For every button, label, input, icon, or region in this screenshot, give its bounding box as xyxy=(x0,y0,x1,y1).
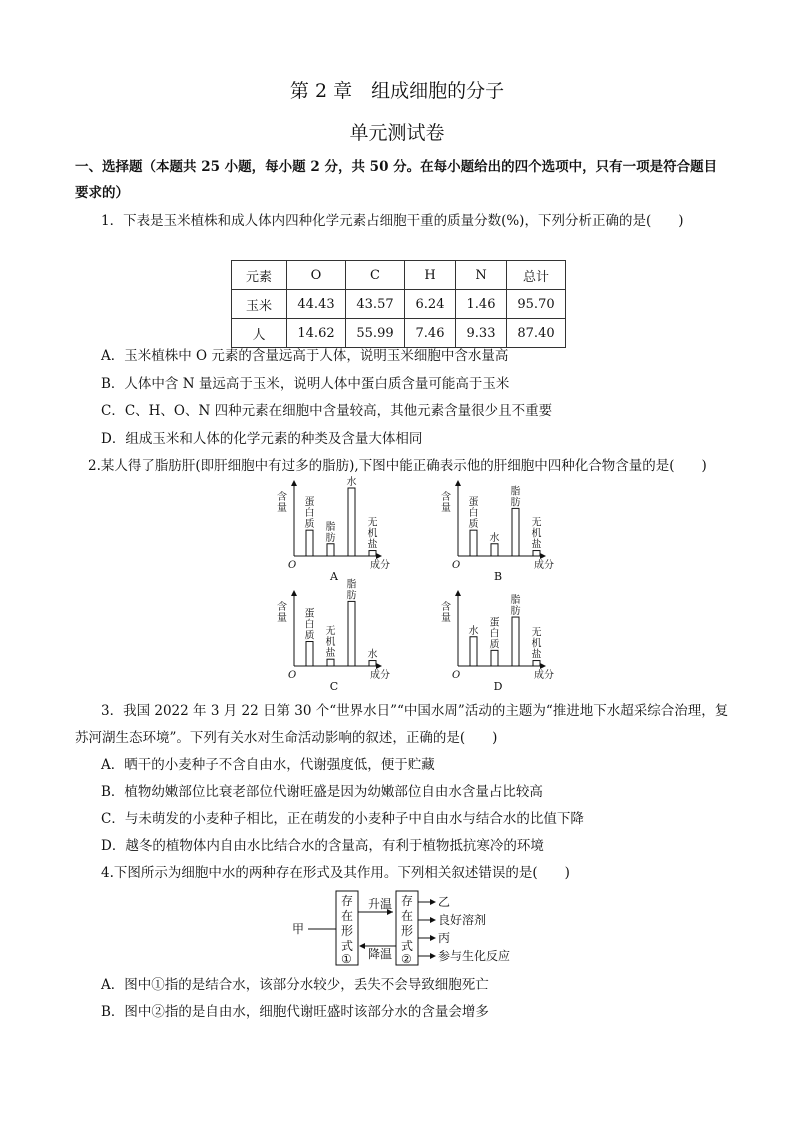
bar-label: 蛋白质 xyxy=(304,608,315,642)
bar-label: 蛋白质 xyxy=(489,617,500,651)
box1-char: ① xyxy=(341,952,352,966)
bar xyxy=(491,650,498,666)
label-jia: 甲 xyxy=(292,922,305,936)
table-cell: 总计 xyxy=(507,261,566,290)
x-axis-label: 成分 xyxy=(534,670,554,681)
x-axis-arrow xyxy=(540,553,546,559)
y-axis-label: 含量 xyxy=(441,492,451,514)
x-axis-label: 成分 xyxy=(534,560,554,571)
table-cell: 人 xyxy=(232,319,287,348)
table-header-row xyxy=(232,261,566,290)
origin-label: O xyxy=(452,560,461,571)
table-cell: 55.99 xyxy=(346,319,405,348)
box2-char: 存 xyxy=(401,894,414,908)
output-bing: 丙 xyxy=(438,931,451,945)
bar xyxy=(512,508,519,556)
y-axis-label: 含量 xyxy=(277,602,287,624)
bar-label: 水 xyxy=(468,625,479,637)
table-cell: 1.46 xyxy=(456,290,507,319)
box2-char: ② xyxy=(401,952,412,966)
q2-chart-d xyxy=(432,588,562,698)
bar xyxy=(348,601,355,666)
bar-label: 蛋白质 xyxy=(468,497,479,531)
bar xyxy=(491,544,498,556)
origin-label: O xyxy=(452,670,461,681)
box2-char: 在 xyxy=(401,909,414,923)
bar xyxy=(533,551,540,556)
q4-water-form-diagram xyxy=(290,888,540,970)
box1-char: 式 xyxy=(341,939,354,953)
x-axis-arrow xyxy=(376,553,382,559)
bar-label: 脂肪 xyxy=(510,486,521,509)
output-yi: 乙 xyxy=(438,895,451,909)
origin-label: O xyxy=(288,560,297,571)
table-cell: 87.40 xyxy=(507,319,566,348)
table-row xyxy=(232,290,566,319)
bar xyxy=(369,661,376,666)
x-axis-label: 成分 xyxy=(370,670,390,681)
bar-label: 脂肪 xyxy=(510,595,521,618)
y-axis-arrow xyxy=(455,480,461,486)
q3-stem-line1: 3．我国 2022 年 3 月 22 日第 30 个“世界水日”“中国水周”活动的主题为“推进地下水超采综合治理，复 xyxy=(101,703,729,719)
bar xyxy=(306,642,313,666)
table-cell: 7.46 xyxy=(405,319,456,348)
q3-option-a: A．晒干的小麦种子不含自由水，代谢强度低，便于贮藏 xyxy=(101,757,435,773)
q1-element-table xyxy=(231,260,566,348)
table-cell: 14.62 xyxy=(287,319,346,348)
section-instructions-line2: 要求的） xyxy=(75,185,129,201)
test-subtitle: 单元测试卷 xyxy=(349,122,445,144)
bar xyxy=(470,637,477,666)
bar xyxy=(533,661,540,666)
bar-label: 无机盐 xyxy=(367,517,378,551)
q4-option-a: A．图中①指的是结合水，该部分水较少，丢失不会导致细胞死亡 xyxy=(101,977,489,993)
y-axis-arrow xyxy=(455,590,461,596)
q1-option-d: D．组成玉米和人体的化学元素的种类及含量大体相同 xyxy=(101,431,423,447)
bar-label: 无机盐 xyxy=(325,626,336,660)
table-cell: 6.24 xyxy=(405,290,456,319)
y-axis-arrow xyxy=(291,480,297,486)
table-cell: 95.70 xyxy=(507,290,566,319)
box2-char: 式 xyxy=(401,939,414,953)
q4-option-b: B．图中②指的是自由水，细胞代谢旺盛时该部分水的含量会增多 xyxy=(101,1004,489,1020)
q4-stem: 4.下图所示为细胞中水的两种存在形式及其作用。下列相关叙述错误的是( ) xyxy=(101,865,570,881)
bar xyxy=(348,488,355,556)
bar-label: 无机盐 xyxy=(531,627,542,661)
bar-label: 水 xyxy=(367,649,378,661)
box2-char: 形 xyxy=(401,924,414,938)
y-axis-label: 含量 xyxy=(277,492,287,514)
bar xyxy=(306,530,313,556)
chart-caption: A xyxy=(330,570,338,583)
table-cell: H xyxy=(405,261,456,290)
table-row xyxy=(232,319,566,348)
q3-stem-line2: 苏河湖生态环境”。下列有关水对生命活动影响的叙述，正确的是( ) xyxy=(75,730,498,746)
y-axis-arrow xyxy=(291,590,297,596)
bar xyxy=(327,544,334,556)
table-cell: 43.57 xyxy=(346,290,405,319)
output-good-solvent: 良好溶剂 xyxy=(438,913,487,927)
q2-chart-b xyxy=(432,478,562,588)
q1-option-c: C．C、H、O、N 四种元素在细胞中含量较高，其他元素含量很少且不重要 xyxy=(101,403,553,419)
q3-option-d: D．越冬的植物体内自由水比结合水的含量高，有利于植物抵抗寒冷的环境 xyxy=(101,838,544,854)
label-cool-down: 降温 xyxy=(368,947,393,961)
chart-caption: B xyxy=(493,570,503,583)
bar xyxy=(369,551,376,556)
table-cell: 44.43 xyxy=(287,290,346,319)
bar-label: 脂肪 xyxy=(325,521,336,544)
table-cell: 元素 xyxy=(232,261,287,290)
bar xyxy=(327,659,334,666)
q2-chart-a xyxy=(268,478,398,588)
q1-stem: 1．下表是玉米植株和成人体内四种化学元素占细胞干重的质量分数(%)，下列分析正确的是( ) xyxy=(101,213,684,229)
box1-char: 在 xyxy=(341,909,354,923)
x-axis-arrow xyxy=(540,663,546,669)
q2-stem: 2.某人得了脂肪肝(即肝细胞中有过多的脂肪),下图中能正确表示他的肝细胞中四种化合物含量的是( ) xyxy=(88,458,707,474)
bar-label: 脂肪 xyxy=(346,579,357,602)
box1-char: 形 xyxy=(341,924,354,938)
origin-label: O xyxy=(288,670,297,681)
q2-chart-c xyxy=(268,579,398,698)
label-heat-up: 升温 xyxy=(368,897,393,911)
bar xyxy=(470,530,477,556)
chart-caption: C xyxy=(329,680,339,693)
q3-option-c: C．与未萌发的小麦种子相比，正在萌发的小麦种子中自由水与结合水的比值下降 xyxy=(101,811,584,827)
bar xyxy=(512,617,519,666)
y-axis-label: 含量 xyxy=(441,602,451,624)
table-cell: C xyxy=(346,261,405,290)
x-axis-label: 成分 xyxy=(370,560,390,571)
bar-label: 水 xyxy=(346,477,357,488)
table-cell: 9.33 xyxy=(456,319,507,348)
bar-label: 无机盐 xyxy=(531,517,542,551)
q1-option-a: A．玉米植株中 O 元素的含量远高于人体，说明玉米细胞中含水量高 xyxy=(101,348,509,364)
table-cell: 玉米 xyxy=(232,290,287,319)
output-biochem-reaction: 参与生化反应 xyxy=(438,949,511,963)
chapter-title: 第 2 章 组成细胞的分子 xyxy=(289,80,505,102)
table-cell: N xyxy=(456,261,507,290)
bar-label: 蛋白质 xyxy=(304,497,315,531)
x-axis-arrow xyxy=(376,663,382,669)
section-instructions-line1: 一、选择题（本题共 25 小题，每小题 2 分，共 50 分。在每小题给出的四个选项中，只有一项是符合题目 xyxy=(75,159,718,175)
bar-label: 水 xyxy=(489,532,500,544)
box1-char: 存 xyxy=(341,894,354,908)
q3-option-b: B．植物幼嫩部位比衰老部位代谢旺盛是因为幼嫩部位自由水含量占比较高 xyxy=(101,784,543,800)
table-cell: O xyxy=(287,261,346,290)
q1-option-b: B．人体中含 N 量远高于玉米，说明人体中蛋白质含量可能高于玉米 xyxy=(101,376,510,392)
chart-caption: D xyxy=(493,680,503,693)
